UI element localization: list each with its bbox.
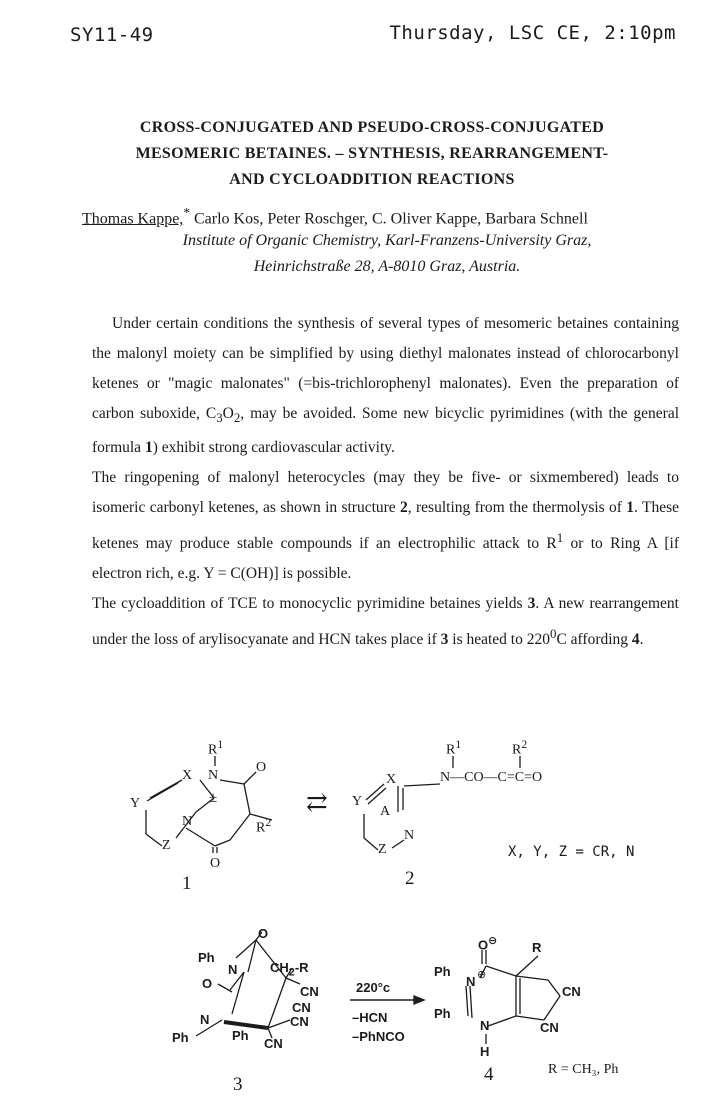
s4-r: R [532, 940, 542, 955]
s3-cn3: CN [290, 1014, 309, 1029]
s1-z: Z [162, 838, 171, 853]
s4-o-minus: ⊖ [488, 935, 498, 947]
equilibrium-arrows: ⇄ [306, 788, 328, 817]
s1-r1: R [208, 742, 218, 758]
r-definition: R = CH₃, Ph [548, 1062, 619, 1077]
s3-ch2-tail: -R [294, 960, 309, 975]
s3-ch2: CH [270, 960, 289, 975]
compound-label-1: 1 [182, 873, 192, 894]
p2-b: , resulting from the thermolysis of [407, 499, 627, 517]
s3-cn2: CN [292, 1000, 311, 1015]
s3-bond [248, 940, 256, 972]
s1-bond [150, 780, 182, 798]
s4-n1: N [466, 974, 476, 989]
ref-compound-3: 3 [527, 595, 536, 613]
reaction-temperature: 220°c [356, 980, 391, 995]
s2-r1-sup: 1 [455, 738, 462, 751]
s1-bond [244, 784, 250, 814]
s2-chain: N—CO—C=C=O [440, 770, 543, 785]
scheme-bonds [0, 728, 704, 1111]
s3-o2: O [202, 976, 213, 991]
paragraph-3 [92, 589, 679, 655]
s2-bond [364, 838, 378, 850]
s4-n2: N [480, 1018, 490, 1033]
s2-n: N [404, 828, 415, 843]
session-info: Thursday, LSC CE, 2:10pm [389, 22, 676, 44]
presenting-author: Thomas Kappe, [82, 210, 184, 228]
compound-label-2: 2 [405, 868, 415, 889]
s1-bond [220, 780, 244, 784]
p1-tail: , may be avoided. Some new bicyclic pyrimidines (with the general formula [92, 405, 680, 457]
s4-n-plus: ⊕ [477, 969, 487, 981]
ref-compound-4: 4 [631, 631, 640, 649]
s3-cn1: CN [300, 984, 319, 999]
p1-o: O [222, 405, 234, 422]
s1-n: N [208, 768, 219, 783]
session-code: SY11-49 [70, 24, 154, 46]
s1-r2-sup: 2 [265, 816, 272, 829]
s3-bond [268, 978, 286, 1028]
s4-h: H [480, 1044, 490, 1059]
p2-a: The ringopening of malonyl heterocycles (may they be five- or sixmembered) leads to isomeric carbonyl ketenes, as shown in structure [92, 469, 679, 517]
s2-r2: R [512, 742, 522, 758]
ref-compound-1: 1 [144, 439, 153, 457]
arrow-head [414, 996, 424, 1004]
s3-bond [218, 984, 232, 992]
p3-c: is heated to 220 [448, 631, 550, 649]
p3-e: . [639, 631, 644, 649]
s3-bond [268, 1020, 290, 1028]
ring-a-label: A [380, 804, 391, 819]
s4-bond [470, 986, 472, 1018]
s4-bond [488, 1016, 516, 1026]
s2-bond [392, 840, 404, 848]
ref-compound-2: 2 [400, 499, 408, 517]
s4-bond [544, 996, 560, 1020]
s3-ph3: Ph [172, 1030, 189, 1045]
s3-n2: N [200, 1012, 210, 1027]
s4-bond [486, 966, 516, 976]
s1-bond [244, 772, 256, 784]
title-line-1: CROSS-CONJUGATED AND PSEUDO-CROSS-CONJUGATED [139, 119, 605, 136]
title-line-2: MESOMERIC BETAINES. – SYNTHESIS, REARRANGEMENT- [135, 145, 609, 162]
affiliation-line-1: Institute of Organic Chemistry, Karl-Franzens-University Graz, [182, 232, 592, 249]
ref-compound-3b: 3 [440, 631, 449, 649]
s1-y: Y [130, 796, 141, 811]
paragraph-1 [92, 309, 679, 463]
paragraph-2 [92, 463, 679, 589]
s1-bond [146, 834, 162, 846]
s2-r2-sup: 2 [521, 738, 528, 751]
s3-ph2: Ph [232, 1028, 249, 1043]
s4-ph2: Ph [434, 1006, 451, 1021]
coauthors: Carlo Kos, Peter Roschger, C. Oliver Kappe, Barbara Schnell [189, 210, 588, 228]
s1-o2: O [210, 856, 221, 871]
loss-phnco: –PhNCO [352, 1029, 405, 1044]
compound-label-4: 4 [484, 1064, 494, 1085]
abstract-body [92, 309, 679, 655]
s4-cn2: CN [540, 1020, 559, 1035]
s3-bond [236, 940, 256, 958]
ref-compound-1b: 1 [626, 499, 635, 517]
s1-bond [230, 814, 250, 840]
p3-sup: 0 [549, 626, 557, 642]
presenter-marker: * [183, 205, 190, 220]
author-list [82, 205, 588, 228]
s2-z: Z [378, 842, 387, 857]
s4-o: O [478, 937, 489, 953]
loss-hcn: –HCN [352, 1010, 388, 1025]
s4-ph1: Ph [434, 964, 451, 979]
s1-charge: ± [209, 790, 218, 806]
s2-r1: R [446, 742, 456, 758]
s2-y: Y [352, 794, 363, 809]
p2-c: . These ketenes may produce stable compounds if an electrophilic attack to R [92, 499, 679, 553]
s1-bond [186, 828, 215, 846]
s4-bond [466, 986, 468, 1016]
p3-d: C affording [556, 631, 632, 649]
s3-ph1: Ph [198, 950, 215, 965]
s4-cn1: CN [562, 984, 581, 999]
paper-title [40, 115, 704, 193]
s1-bond [215, 840, 230, 846]
s3-o1: O [258, 926, 269, 941]
s4-bond [548, 980, 560, 996]
s3-ch2-sub: 2 [288, 966, 295, 979]
s1-o1: O [256, 760, 267, 775]
s4-bond [516, 976, 548, 980]
p3-b: . A new rearrangement under the loss of arylisocyanate and HCN takes place if [92, 595, 679, 649]
p1-sub1: 3 [216, 410, 223, 426]
s2-x: X [386, 772, 397, 787]
p1-c: C [205, 405, 217, 422]
s3-bond [286, 978, 300, 984]
substituent-definition: X, Y, Z = CR, N [508, 844, 635, 860]
s1-x: X [182, 768, 193, 783]
p2-sup: 1 [556, 530, 564, 546]
p1-text: Under certain conditions the synthesis of several types of mesomeric betaines containing the malonyl moiety can be simplified by using diethyl malonates instead of chlorocarbonyl ketenes or "magic malonates" (=bis-trichlorophenyl malonates). Even the preparation of carbon suboxide, [92, 315, 679, 422]
s3-cn4: CN [264, 1036, 283, 1051]
s1-r1-sup: 1 [217, 738, 224, 751]
p1-end: ) exhibit strong cardiovascular activity. [152, 439, 395, 457]
p3-a: The cycloaddition of TCE to monocyclic pyrimidine betaines yields [92, 595, 528, 613]
affiliation-line-2: Heinrichstraße 28, A-8010 Graz, Austria. [253, 258, 521, 275]
p2-d: or to Ring A [if electron rich, e.g. Y = C(OH)] is possible. [92, 535, 679, 583]
s1-bond [147, 783, 178, 801]
p1-sub2: 2 [233, 410, 241, 426]
reaction-scheme [0, 728, 704, 1111]
title-line-3: AND CYCLOADDITION REACTIONS [229, 171, 515, 188]
s2-bond [404, 784, 440, 786]
s4-bond [516, 956, 538, 976]
s3-n1: N [228, 962, 238, 977]
s1-r2: R [256, 820, 266, 836]
s1-n2: N [182, 814, 193, 829]
compound-label-3: 3 [233, 1074, 243, 1095]
s3-bond [232, 972, 244, 1014]
